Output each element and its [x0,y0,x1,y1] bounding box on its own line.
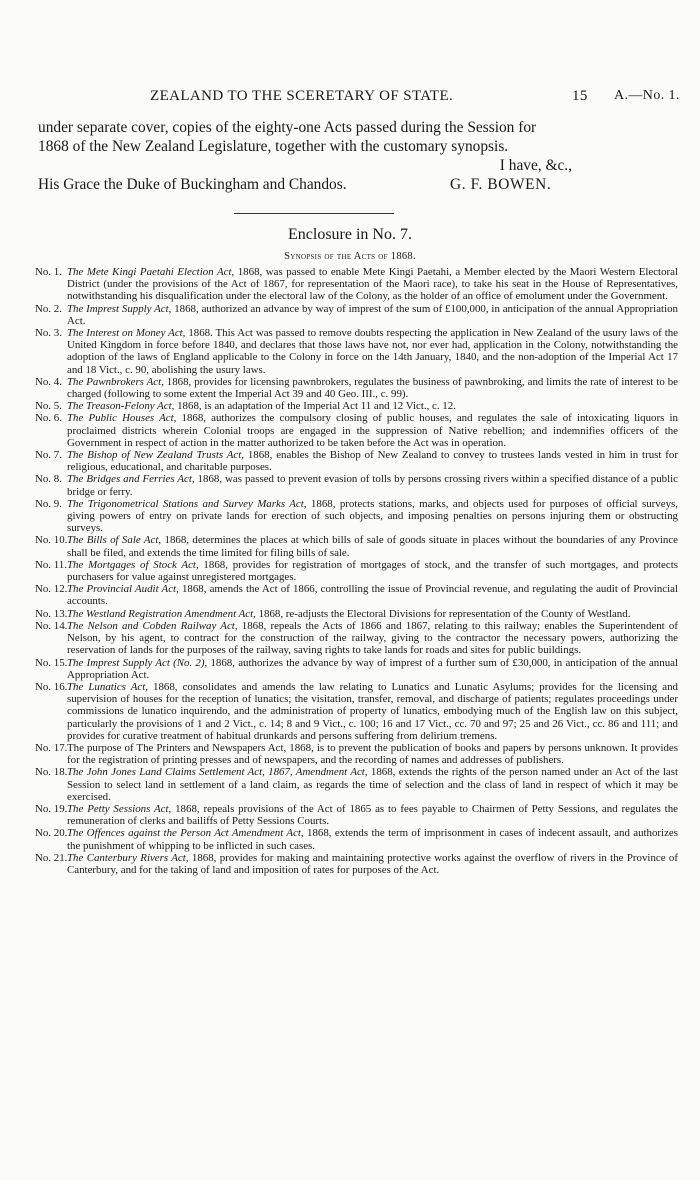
act-summary: 1868, provides for registration of mortgages of stock, and the transfer of such mortgages, and protects purchasers for value against unregistered mortgages. [67,558,678,584]
act-title: The Bills of Sale Act, [67,534,162,547]
act-entry [35,498,678,535]
act-number: No. 21. [35,851,68,864]
act-description [67,498,678,534]
act-summary: 1868, is an adaptation of the Imperial Act 11 and 12 Vict., c. 12. [174,400,456,413]
act-title: The Treason-Felony Act, [67,400,175,413]
act-summary: 1868, protects stations, marks, and objects used for purposes of official surveys, giving powers of entry on private lands for erection of such objects, and imposing penalties on persons injuring them or obstructing surveys. [67,497,678,535]
intro-line: 1868 of the New Zealand Legislature, together with the customary synopsis. [38,138,509,155]
act-summary: 1868, amends the Act of 1866, controlling the issue of Provincial revenue, and regulating the audit of Provincial accounts. [67,583,678,608]
act-title: The Lunatics Act, [67,680,148,693]
act-entry [35,766,678,803]
act-description [67,534,678,558]
act-title: The Mete Kingi Paetahi Election Act, [67,266,235,278]
act-number: No. 2. [35,302,62,315]
act-number: No. 20. [35,827,68,840]
act-title: The Provincial Audit Act, [67,583,179,596]
closing-salutation: I have, &c., [499,157,572,174]
act-summary: 1868, repeals the Acts of 1866 and 1867, relating to this railway; enables the Superintendent of Nelson, by his agent, to contract for the construction of the railway, giving to the contractor the necessary powers, authorizing the reservation of lands for the purposes of the railway, saving rights to take lands for roads and sites for public buildings. [67,619,678,657]
act-description [67,852,678,876]
page-number: 15 [572,88,588,104]
act-entry [35,327,678,376]
act-number: No. 10. [35,534,68,547]
act-description [67,657,678,681]
act-description [67,681,678,742]
act-title: The Trigonometrical Stations and Survey Marks Act, [67,497,307,510]
act-entry [35,620,678,657]
enclosure-title: Enclosure in No. 7. [288,226,412,243]
act-description [67,803,678,827]
act-description [67,473,678,497]
act-title: The Nelson and Cobden Railway Act, [67,619,238,632]
running-header [0,88,700,108]
act-description [67,583,678,607]
enclosure-subtitle: Synopsis of the Acts of 1868. [284,251,416,262]
act-description [67,266,678,302]
act-summary: 1868, consolidates and amends the law relating to Lunatics and Lunatic Asylums; provides for the licensing and supervision of houses for the reception of lunatics; the visitation, transfer, removal, and discharge of patients; regulates proceedings under commissions de lunatico inquirendo, and the administration of property of lunatics, embodying much of the English law on this subject, particularly the provisions of 1 and 2 Vict., c. 14; 8 and 9 Vict., c. 100; 16 and 17 Vict., cc. 70 and 97; 25 and 26 Vict., cc. 86 and 111; and provides for curative treatment of habitual drunkards and persons suffering from delirium tremens. [67,680,678,742]
act-number: No. 12. [35,583,68,596]
act-number: No. 5. [35,400,62,413]
act-description [67,827,678,851]
act-title: The Bridges and Ferries Act, [67,473,195,486]
act-description [67,327,678,376]
act-summary: 1868, repeals provisions of the Act of 1865 as to fees payable to Chairmen of Petty Sessions, and regulates the remuneration of clerks and bailiffs of Petty Sessions Courts. [67,802,678,828]
running-title: ZEALAND TO THE SCERETARY OF STATE. [150,88,454,104]
act-summary: 1868, authorizes the advance by way of imprest of a further sum of £30,000, in anticipation of the annual Appropriation Act. [67,656,678,681]
act-number: No. 9. [35,497,62,510]
act-summary: 1868, authorizes the compulsory closing of public houses, and regulates the sale of intoxicating liquors in proclaimed districts wherein Colonial troops are engaged in the suppression of Native rebellion; and indemnifies officers of the Government in respect of action in the matter authorized to be taken before the Act was in operation. [67,412,678,449]
act-description [67,376,678,400]
act-description [67,742,678,766]
act-title: The Canterbury Rivers Act, [67,851,189,864]
act-entry [35,583,678,607]
act-title: The Petty Sessions Act, [67,802,172,815]
act-summary: 1868, was passed to prevent evasion of tolls by persons crossing rivers within a specified distance of a public bridge or ferry. [67,473,678,498]
act-number: No. 1. [35,266,62,278]
act-summary: 1868, extends the rights of the person named under an Act of the last Session to select land in settlement of a land claim, as regards the time of selection and the class of land in respect of which it may be exercised. [67,766,679,803]
act-description [67,559,678,583]
act-title: The Mortgages of Stock Act, [67,558,199,571]
act-number: No. 15. [35,656,68,669]
act-number: No. 14. [35,619,68,632]
act-entry [35,657,678,681]
act-number: No. 8. [35,473,62,486]
act-number: No. 3. [35,327,62,340]
act-entry [35,534,678,558]
act-title: The Interest on Money Act, [67,327,186,340]
section-divider [234,213,394,214]
act-description [67,303,678,327]
act-number: No. 6. [35,412,62,425]
act-summary: 1868, enables the Bishop of New Zealand to convey to trustees lands vested in him in trust for religious, educational, and charitable purposes. [67,449,678,474]
act-summary: 1868, authorized an advance by way of imprest of the sum of £100,000, in anticipation of the annual Appropriation Act. [67,302,678,327]
act-entry [35,742,678,766]
act-entry [35,559,678,583]
act-number: No. 11. [35,558,67,571]
act-summary: 1868, was passed to enable Mete Kingi Paetahi, a Member elected by the Maori Western Electoral District (under the provisions of the Act of 1867, for representation of the Maori race), to take his seat in the House of Representatives, notwithstanding his disqualification under the electoral law of the Colony, as the holder of an office of emolument under the Government. [67,266,679,303]
act-entry [35,400,678,412]
act-entry [35,449,678,473]
act-title: The Bishop of New Zealand Trusts Act, [67,449,244,462]
act-description [67,620,678,656]
act-description [67,400,456,412]
act-title: The Westland Registration Amendment Act, [67,607,256,620]
act-number: No. 19. [35,802,68,815]
act-description [67,766,678,802]
act-summary: 1868, provides for licensing pawnbrokers, regulates the business of pawnbroking, and limits the rate of interest to be charged (following to some extent the Imperial Act 39 and 40 Geo. III., c. 99). [67,375,678,401]
signature-line [38,175,668,197]
act-title: The John Jones Land Claims Settlement Act, 1867, Amendment Act, [67,766,368,779]
despatch-conclusion [38,118,668,197]
act-title: The Pawnbrokers Act, [67,375,164,388]
act-summary: 1868, provides for making and maintaining protective works against the overflow of rivers in the Province of Canterbury, and for the taking of land and imposition of rates for purposes of the Act. [67,851,678,876]
act-entry [35,852,678,876]
act-summary: 1868, re-adjusts the Electoral Divisions for representation of the County of Westland. [255,607,631,620]
act-number: No. 7. [35,449,62,462]
intro-line: under separate cover, copies of the eighty-one Acts passed during the Session for [38,119,537,136]
act-entry [35,376,678,400]
act-entry [35,681,678,742]
act-summary: 1868, determines the places at which bills of sale of goods situate in places without the boundaries of any Province shall be filed, and extends the time limited for filing bills of sale. [67,534,678,559]
signature: G. F. BOWEN. [450,176,552,193]
act-description [67,412,678,448]
act-number: No. 16. [35,680,68,693]
document-reference: A.—No. 1. [614,88,680,103]
act-entry [35,412,678,449]
act-entry [35,473,678,497]
act-title: The Imprest Supply Act, [67,302,172,315]
act-number: No. 17. [35,741,68,754]
addressee: His Grace the Duke of Buckingham and Chandos. [38,176,347,193]
act-description [67,449,678,473]
act-entry [35,608,678,620]
act-title: The Offences against the Person Act Amendment Act, [67,827,304,840]
act-entry [35,303,678,327]
act-summary: The purpose of The Printers and Newspapers Act, 1868, is to prevent the publication of books and papers by persons unknown. It provides for the registration of printing presses and of newspapers, and the recording of names and addresses of publishers. [67,741,678,767]
act-summary: 1868, extends the term of imprisonment in cases of indecent assault, and authorizes the punishment of whipping to be inflicted in such cases. [67,827,678,852]
act-entry [35,266,678,303]
act-number: No. 4. [35,375,62,388]
act-number: No. 13. [35,607,68,620]
acts-synopsis-list [35,266,678,876]
act-entry [35,803,678,827]
act-number: No. 18. [35,766,68,779]
act-description [67,608,630,620]
act-entry [35,827,678,851]
act-summary: 1868. This Act was passed to remove doubts respecting the application in New Zealand of the usury laws of the United Kingdom in force before 1840, and declares that those laws have not, nor ever had, application in the Colony, notwithstanding the adoption of the laws of England applicable to the Colony in force on the 14th January, 1840, and the non-adoption of the Imperial Act 17 and 18 Vict., c. 90, abolishing the usury laws. [67,327,678,376]
act-title: The Imprest Supply Act (No. 2), [67,656,208,669]
act-title: The Public Houses Act, [67,412,177,425]
